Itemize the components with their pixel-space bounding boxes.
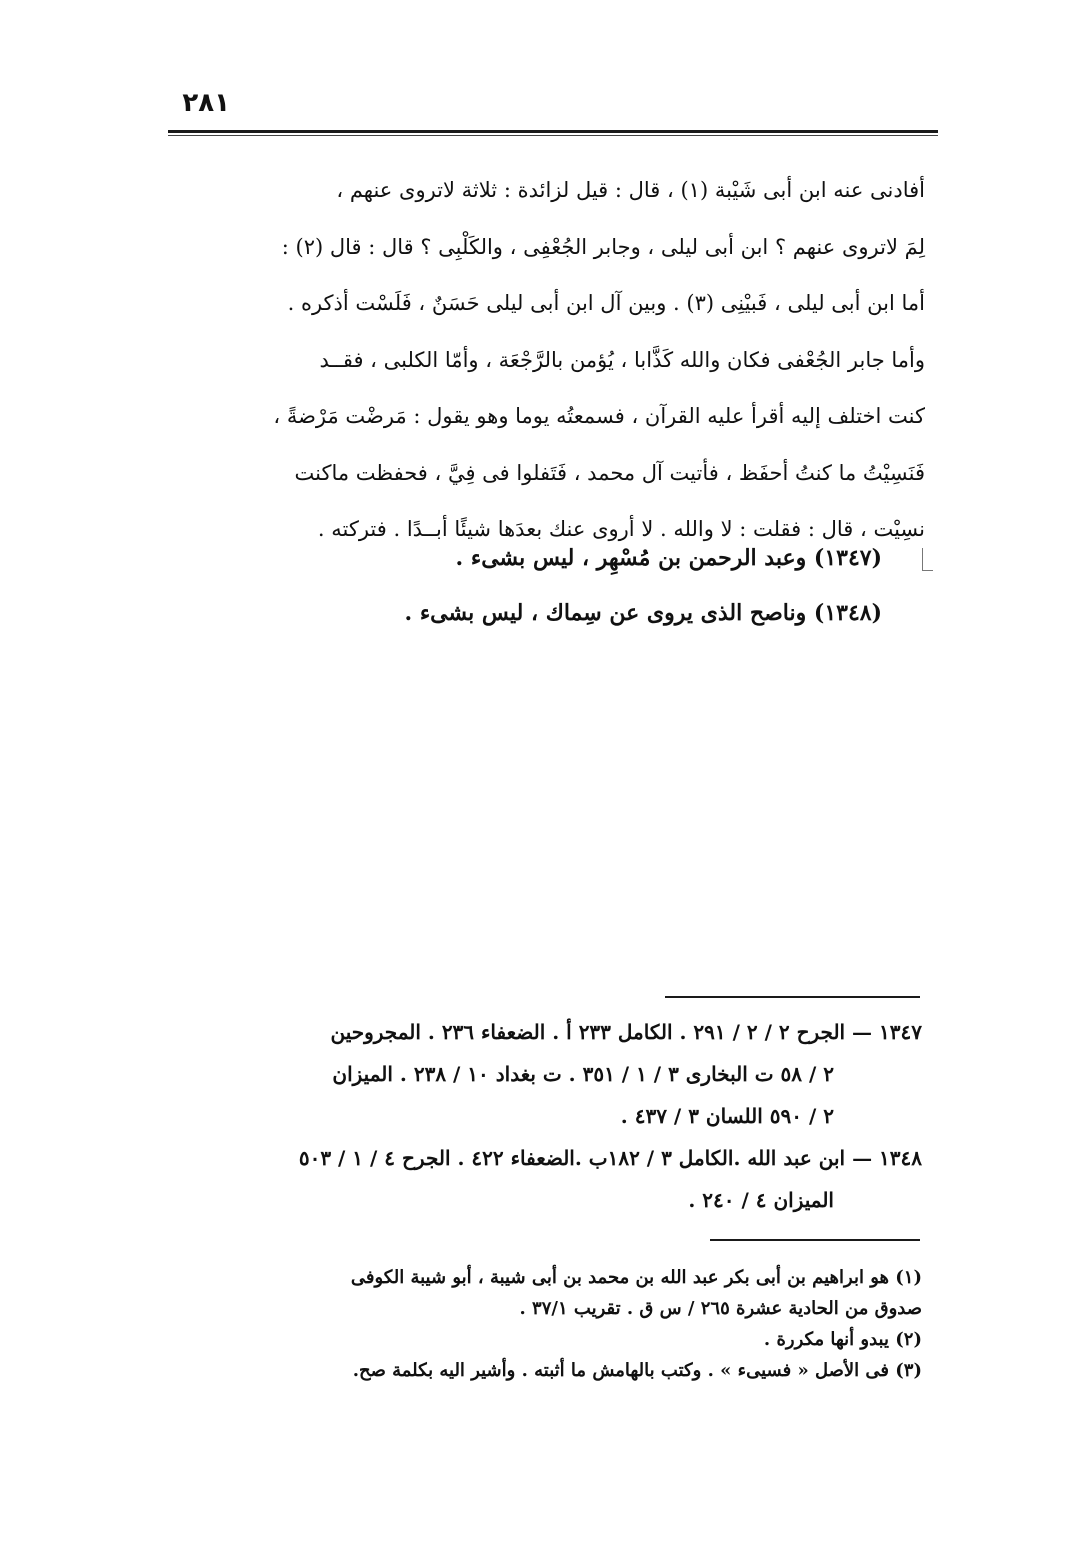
main-line: لِمَ لاتروى عنهم ؟ ابن أبى ليلى ، وجابر الجُعْفِى ، والكَلْبِى ؟ قال : قال (٢) : [281, 234, 925, 259]
entry-1347: (١٣٤٧) وعبد الرحمن بن مُسْهِر ، ليس بشىء . [455, 545, 882, 571]
main-line: وأما جابر الجُعْفى فكان والله كَذَّابا ، يُؤمن بالرَّجْعَة ، وأمّا الكلبى ، فقــد [319, 347, 925, 372]
header-rule [168, 130, 938, 133]
main-text-block [200, 162, 925, 558]
reference-line: ٢ / ٥٩٠ اللسان ٣ / ٤٣٧ . [620, 1104, 834, 1128]
reference-line: ١٣٤٨ — ابن عبد الله .الكامل ٣ / ١٨٢ب .الضعفاء ٤٢٢ . الجرح ٤ / ١ / ٥٠٣ [298, 1146, 922, 1170]
footnotes-block [177, 1262, 922, 1386]
references-rule [665, 996, 920, 998]
main-line: نسِيْت ، قال : فقلت : لا والله . لا أروى عنك بعدَها شيئًا أبــدًا . فتركته . [317, 517, 925, 541]
footnote-line: صدوق من الحادية عشرة ٢٦٥ / س ق . تقريب ٣٧/١ . [519, 1298, 922, 1319]
references-block [192, 1012, 922, 1222]
main-line: فَنَسِيْتُ ما كنتُ أحفَظ ، فأتيت آل محمد ، فَتَفلوا فى فِيَّ ، فحفظت ماكنت [294, 460, 925, 485]
reference-line: ١٣٤٧ — الجرح ٢ / ٢ / ٢٩١ . الكامل ٢٣٣ أ . الضعفاء ٢٣٦ . المجروحين [330, 1020, 922, 1044]
footnote-line: (٣) فى الأصل « فسيىء » . وكتب بالهامش ما أثبته . وأشير اليه بكلمة صح. [352, 1360, 922, 1381]
main-line: أما ابن أبى ليلى ، فَبيْنِى (٣) . وبين آل ابن أبى ليلى حَسَنٌ ، فَلَسْت أذكره . [287, 291, 925, 315]
page-number: ٢٨١ [182, 88, 230, 118]
main-line: أفادنى عنه ابن أبى شَيْبة (١) ، قال : قيل لزائدة : ثلاثة لاتروى عنهم ، [336, 178, 925, 202]
main-line: كنت اختلف إليه أقرأ عليه القرآن ، فسمعتُه يوما وهو يقول : مَرضْت مَرْضةً ، [273, 404, 925, 428]
reference-line: ٢ / ٥٨ ت البخارى ٣ / ١ / ٣٥١ . ت بغداد ١٠ / ٢٣٨ . الميزان [332, 1062, 834, 1086]
reference-line: الميزان ٤ / ٢٤٠ . [688, 1188, 834, 1212]
footnote-line: (١) هو ابراهيم بن أبى بكر عبد الله بن محمد بن أبى شيبة ، أبو شيبة الكوفى [350, 1267, 922, 1288]
margin-bracket-mark [922, 548, 933, 571]
header-rule-thin [168, 135, 938, 136]
footnote-line: (٢) يبدو أنها مكررة . [763, 1329, 922, 1350]
entry-1348: (١٣٤٨) وناصح الذى يروى عن سِماك ، ليس بشىء . [404, 600, 882, 626]
notes-rule [710, 1239, 920, 1241]
